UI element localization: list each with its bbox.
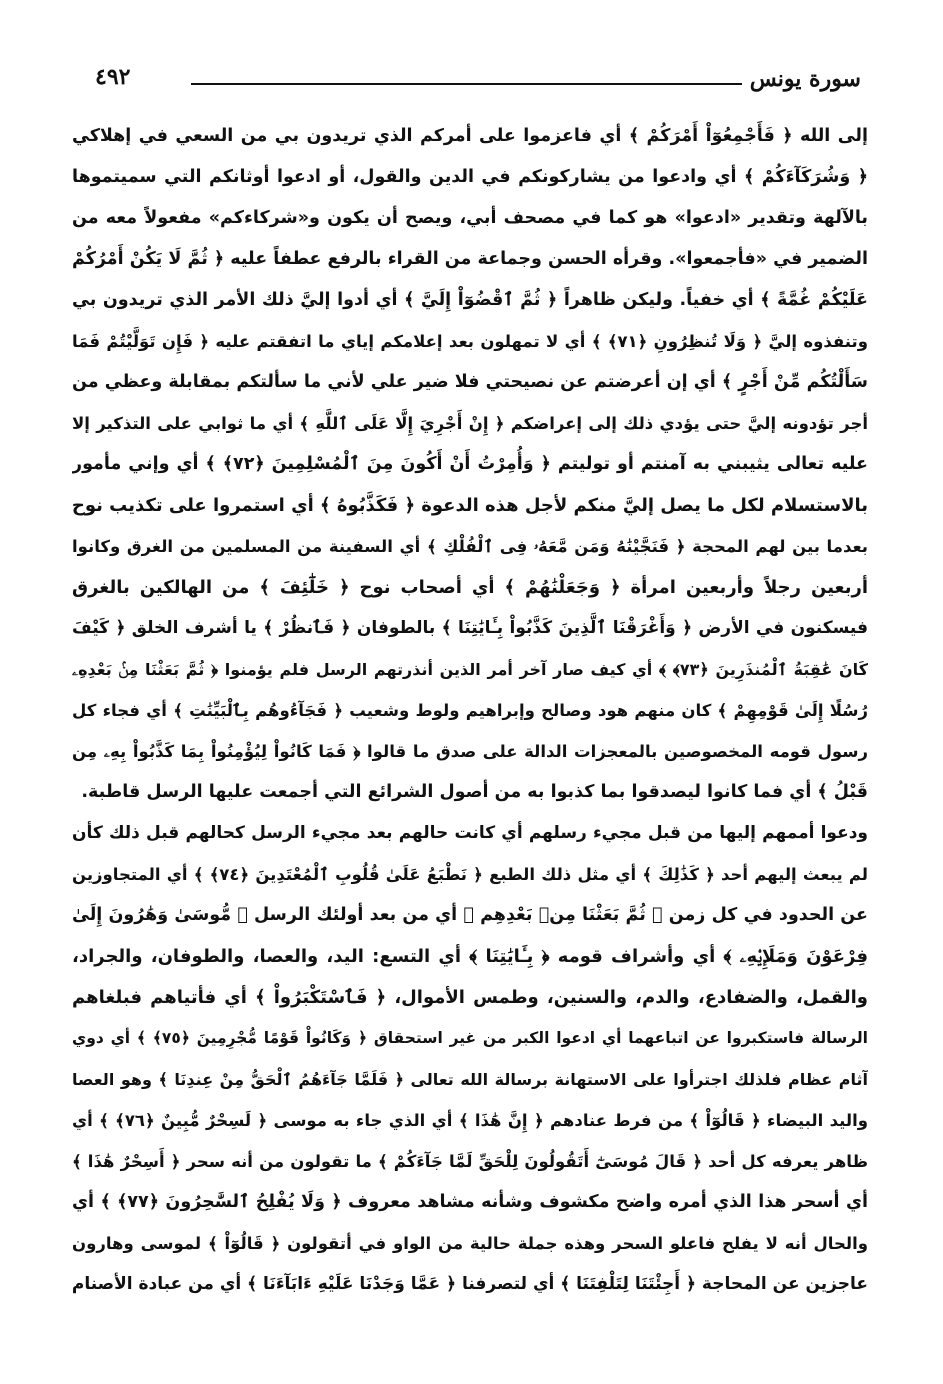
text-line: كَانَ عَٰقِبَةُ ٱلْمُنذَرِينَ ﴿٧٣﴾ ﴾ أي كيف صار آخر أمر الذين أنذرتهم الرسل فلم يؤمنوا ﴿ ثُمَّ بَعَثْنَا مِنۢ بَعْدِهِۦ	[72, 660, 868, 679]
text-line: وتنفذوه إليَّ ﴿ وَلَا تُنظِرُونِ ﴿٧١﴾ ﴾ أي لا تمهلون بعد إعلامكم إياي ما اتفقتم عليه ﴿ فَإِن تَوَلَّيْتُمْ فَمَا	[72, 332, 868, 351]
text-line: أربعين رجلاً وأربعين امرأة ﴿ وَجَعَلْنَٰهُمْ ﴾ أي أصحاب نوح ﴿ خَلَٰٓئِفَ ﴾ من الهالكين بالغرق	[72, 577, 868, 598]
surah-name: سورة يونس	[742, 66, 861, 92]
text-line: رُسُلًا إِلَىٰ قَوْمِهِمْ ﴾ كان منهم هود وصالح وإبراهيم ولوط وشعيب ﴿ فَجَآءُوهُم بِٱلْبَيِّنَٰتِ ﴾ أي فجاء كل	[72, 701, 868, 720]
text-line: أجر تؤدونه إليَّ حتى يؤدي ذلك إلى إعراضكم ﴿ إِنْ أَجْرِيَ إِلَّا عَلَى ٱللَّهِ ﴾ أي ما ثوابي على التذكير إلا	[72, 414, 868, 433]
text-line: عَلَيْكُمْ غُمَّةً ﴾ أي خفياً. وليكن ظاهراً ﴿ ثُمَّ ٱقْضُوٓاْ إِلَيَّ ﴾ أي أدوا إليَّ ذلك الأمر الذي تريدون بي	[72, 290, 868, 310]
page-number: ٤٩٢	[95, 64, 138, 90]
text-line: ظاهر يعرفه كل أحد ﴿ قَالَ مُوسَىٰٓ أَتَقُولُونَ لِلْحَقِّ لَمَّا جَآءَكُمْ ﴾ ما تقولون من أنه سحر ﴿ أَسِحْرٌ هَٰذَا ﴾	[72, 1152, 868, 1171]
text-line: فِرْعَوْنَ وَمَلَإِي۟هِۦ ﴾ أي وأشراف قومه ﴿ بِـَٔايَٰتِنَا ﴾ أي التسع: اليد، والعصا، والطوفان، والجراد،	[72, 946, 868, 967]
text-line: ﴿ وَشُرَكَآءَكُمْ ﴾ أي وادعوا من يشاركونكم في الدين والقول، أو ادعوا أوثانكم التي سميتموها	[72, 167, 868, 187]
page-header	[95, 56, 861, 106]
text-line: والقمل، والضفادع، والدم، والسنين، وطمس الأموال، ﴿ فَٱسْتَكْبَرُواْ ﴾ أي فأتياهم فبلغاهم	[72, 987, 868, 1008]
text-line: الضمير في «فأجمعوا». وقرأه الحسن وجماعة من القراء بالرفع عطفاً عليه ﴿ ثُمَّ لَا يَكُنْ أَمْرُكُمْ	[72, 249, 868, 269]
text-line: والحال أنه لا يفلح فاعلو السحر وهذه جملة حالية من الواو في أتقولون ﴿ قَالُوٓاْ ﴾ لموسى وهارون	[72, 1234, 868, 1253]
text-line: عن الحدود في كل زمن ﴿ ثُمَّ بَعَثْنَا مِنۢ بَعْدِهِم ﴾ أي من بعد أولئك الرسل ﴿ مُّوسَىٰ وَهَٰرُونَ إِلَىٰ	[72, 905, 868, 925]
text-line: بالآلهة وتقدير «ادعوا» هو كما في مصحف أبي، ويصح أن يكون و«شركاءكم» مفعولاً معه من	[72, 208, 868, 228]
text-line: فيسكنون في الأرض ﴿ وَأَغْرَقْنَا ٱلَّذِينَ كَذَّبُواْ بِـَٔايَٰتِنَا ﴾ بالطوفان ﴿ فَٱنظُرْ ﴾ يا أشرف الخلق ﴿ كَيْفَ	[72, 618, 868, 638]
text-line: سَأَلْتُكُم مِّنْ أَجْرٍ ﴾ أي إن أعرضتم عن نصيحتي فلا ضير علي لأني ما سألتكم بمقابلة وعظي من	[72, 372, 868, 392]
text-line: قَبْلُ ﴾ أي فما كانوا ليصدقوا بما كذبوا به من أصول الشرائع التي أجمعت عليها الرسل قاطبة.	[81, 782, 868, 802]
text-line: عاجزين عن المحاجة ﴿ أَجِئْتَنَا لِتَلْفِتَنَا ﴾ أي لتصرفنا ﴿ عَمَّا وَجَدْنَا عَلَيْهِ ءَابَآءَنَا ﴾ أي من عبادة الأصنام	[72, 1274, 868, 1294]
tafsir-text-block	[72, 116, 868, 1356]
text-line: أي أسحر هذا الذي أمره واضح مكشوف وشأنه مشاهد معروف ﴿ وَلَا يُفْلِحُ ٱلسَّٰحِرُونَ ﴿٧٧﴾ ﴾ أي	[72, 1192, 868, 1212]
text-line: لم يبعث إليهم أحد ﴿ كَذَٰلِكَ ﴾ أي مثل ذلك الطبع ﴿ نَطْبَعُ عَلَىٰ قُلُوبِ ٱلْمُعْتَدِينَ ﴿٧٤﴾ ﴾ أي المتجاوزين	[72, 865, 868, 884]
text-line: رسول قومه المخصوصين بالمعجزات الدالة على صدق ما قالوا ﴿ فَمَا كَانُواْ لِيُؤْمِنُواْ بِمَا كَذَّبُواْ بِهِۦ مِن	[72, 742, 868, 761]
text-line: بالاستسلام لكل ما يصل إليَّ منكم لأجل هذه الدعوة ﴿ فَكَذَّبُوهُ ﴾ أي استمروا على تكذيب نوح	[72, 495, 868, 516]
text-line: إلى الله ﴿ فَأَجْمِعُوٓاْ أَمْرَكُمْ ﴾ أي فاعزموا على أمركم الذي تريدون بي من السعي في إهلاكي	[72, 126, 868, 146]
text-line: واليد البيضاء ﴿ قَالُوٓاْ ﴾ من فرط عنادهم ﴿ إِنَّ هَٰذَا ﴾ أي الذي جاء به موسى ﴿ لَسِحْرٌ مُّبِينٌ ﴿٧٦﴾ ﴾ أي	[72, 1111, 868, 1130]
text-line: الرسالة فاستكبروا عن اتباعهما أي ادعوا الكبر من غير استحقاق ﴿ وَكَانُواْ قَوْمًا مُّجْرِمِينَ ﴿٧٥﴾ ﴾ أي دوي	[72, 1029, 868, 1047]
text-line: بعدما بين لهم المحجة ﴿ فَنَجَّيْنَٰهُ وَمَن مَّعَهُۥ فِى ٱلْفُلْكِ ﴾ أي السفينة من المسلمين من الغرق وكانوا	[72, 537, 868, 556]
text-line: عليه تعالى يثيبني به آمنتم أو توليتم ﴿ وَأُمِرْتُ أَنْ أَكُونَ مِنَ ٱلْمُسْلِمِينَ ﴿٧٢﴾ ﴾ أي وإني مأمور	[72, 454, 868, 474]
text-line: ودعوا أممهم إليها من قبل مجيء رسلهم أي كانت حالهم بعد مجيء الرسل كحالهم قبل ذلك كأن	[72, 823, 868, 843]
text-line: آثام عظام فلذلك اجترأوا على الاستهانة برسالة الله تعالى ﴿ فَلَمَّا جَآءَهُمُ ٱلْحَقُّ مِنْ عِندِنَا ﴾ وهو العصا	[72, 1070, 868, 1089]
header-rule	[191, 83, 769, 85]
